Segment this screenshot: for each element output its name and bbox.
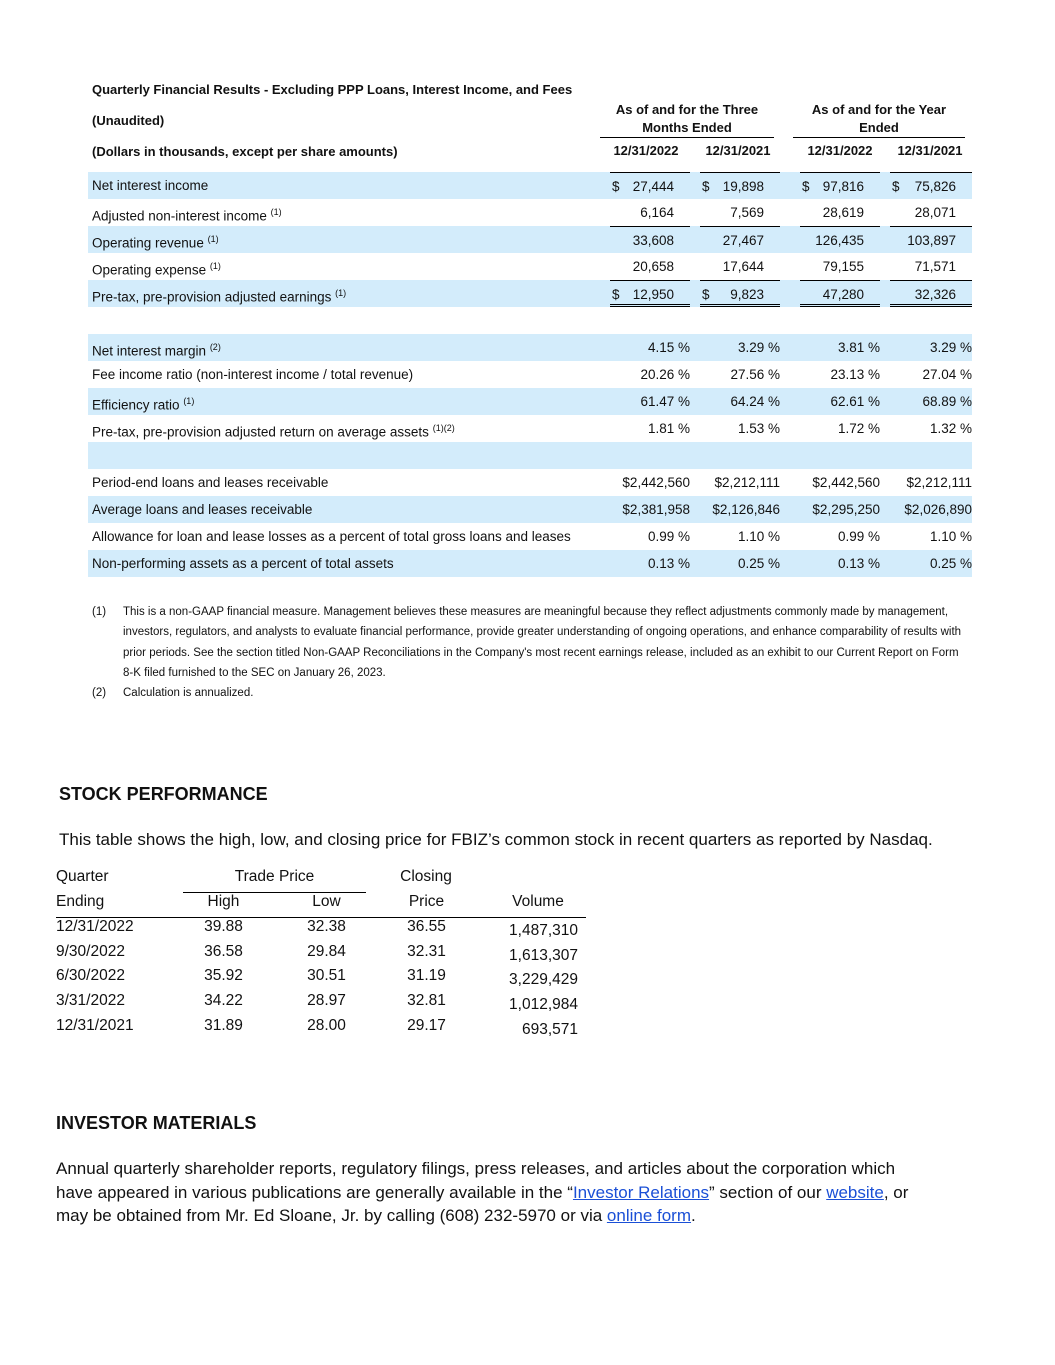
value: 7,569 — [730, 205, 764, 220]
dollar-sign: $ — [892, 179, 900, 194]
value: 23.13 % — [830, 367, 880, 382]
value: 1.10 % — [929, 529, 972, 544]
value: 0.13 % — [647, 556, 690, 571]
header-closing: Closing — [400, 868, 452, 885]
table-title: Quarterly Financial Results - Excluding PPP Loans, Interest Income, and Fees — [92, 82, 573, 97]
value: 4.15 % — [647, 340, 690, 355]
value-cell — [610, 172, 690, 199]
value: $2,212,111 — [906, 475, 972, 490]
value: 0.99 % — [837, 529, 880, 544]
value: 20,658 — [632, 259, 674, 274]
value-cell — [610, 388, 690, 415]
quarter-ending: 12/31/2021 — [56, 1016, 134, 1034]
value: 1.53 % — [737, 421, 780, 436]
volume: 1,012,984 — [509, 995, 578, 1013]
value-cell — [700, 469, 780, 496]
value: 71,571 — [914, 259, 956, 274]
value-cell — [800, 172, 880, 199]
text: , or may be obtained from Mr. Ed Sloane, Jr. by calling (608) 232-5970 or via — [56, 1182, 909, 1225]
value: 1.81 % — [647, 421, 690, 436]
online-form-link[interactable]: online form — [606, 1206, 692, 1225]
low: 30.51 — [307, 967, 346, 985]
value: 126,435 — [815, 233, 864, 248]
row-label — [92, 172, 208, 199]
row-label-text: Period-end loans and leases receivable — [92, 475, 329, 490]
investor-materials-heading: INVESTOR MATERIALS — [56, 1113, 257, 1133]
value-cell — [700, 334, 780, 361]
volume: 3,229,429 — [509, 971, 578, 989]
value-cell — [700, 253, 780, 280]
column-header: 12/31/2022 — [613, 143, 679, 158]
units-label: (Dollars in thousands, except per share amounts) — [92, 144, 398, 159]
dollar-sign: $ — [802, 179, 810, 194]
value-cell — [610, 469, 690, 496]
table-row — [88, 361, 972, 388]
table-row — [88, 469, 972, 496]
value: 97,816 — [822, 179, 864, 194]
value-cell — [890, 415, 972, 442]
value-cell — [610, 199, 690, 226]
table-row — [88, 280, 972, 307]
stock-row — [56, 918, 586, 943]
text: ” section of our — [709, 1182, 827, 1202]
value: $2,212,111 — [714, 475, 780, 490]
value-cell — [610, 280, 690, 307]
value-cell — [700, 415, 780, 442]
value: 3.29 % — [737, 340, 780, 355]
row-label-text: Net interest margin — [92, 343, 207, 359]
stock-table — [56, 868, 586, 1041]
value-cell — [800, 469, 880, 496]
value-cell — [700, 172, 780, 199]
financial-results-table — [88, 82, 972, 577]
value-cell — [800, 550, 880, 577]
table-row — [88, 253, 972, 280]
value-cell — [800, 388, 880, 415]
row-label-text: Non-performing assets as a percent of total assets — [92, 556, 394, 571]
quarter-ending: 9/30/2022 — [56, 942, 125, 960]
column-header: 12/31/2021 — [897, 143, 963, 158]
header-low: Low — [312, 892, 341, 910]
closing-price: 36.55 — [407, 918, 446, 936]
stock-intro: This table shows the high, low, and closing price for FBIZ’s common stock in recent quarters as reported by Nasdaq. — [59, 830, 933, 849]
value: 33,608 — [632, 233, 674, 248]
row-label-text: Operating expense — [92, 262, 207, 278]
value: 103,897 — [907, 233, 956, 248]
footnote — [92, 683, 962, 703]
high: 39.88 — [204, 918, 243, 936]
value-cell — [800, 361, 880, 388]
dollar-sign: $ — [702, 287, 710, 302]
value: $2,381,958 — [622, 502, 690, 517]
footnote-number: (2) — [92, 687, 107, 700]
high: 35.92 — [204, 967, 243, 985]
value-cell — [890, 334, 972, 361]
value: $2,295,250 — [812, 502, 880, 517]
dollar-sign: $ — [702, 179, 710, 194]
stock-row — [56, 943, 586, 968]
value: 68.89 % — [922, 394, 972, 409]
value-cell — [800, 226, 880, 253]
footnote-text: This is a non-GAAP financial measure. Management believes these measures are meaningful because they reflect adjustments commonly made by management, investors, regulators, and analysts to evaluate financial performance, provide greater understanding of ongoing operations, and enhance comparability of results with prior periods. See the section titled Non-GAAP Reconciliations in the Company's most recent earnings release, included as an exhibit to our Current Report on Form 8-K filed furnished to the SEC on January 26, 2023. — [123, 606, 962, 679]
header-price: Price — [408, 892, 445, 910]
value-cell — [610, 334, 690, 361]
stock-row — [56, 1017, 586, 1042]
closing-price: 31.19 — [407, 967, 446, 985]
value-cell — [700, 523, 780, 550]
value: 0.25 % — [737, 556, 780, 571]
high: 36.58 — [204, 942, 243, 960]
table-row — [88, 334, 972, 361]
value: 1.72 % — [837, 421, 880, 436]
table-row — [88, 550, 972, 577]
high: 34.22 — [204, 991, 243, 1009]
column-header: 12/31/2021 — [705, 143, 771, 158]
text: . — [691, 1206, 696, 1225]
value-cell — [700, 361, 780, 388]
table-row — [88, 172, 972, 199]
value-cell — [700, 226, 780, 253]
table-row — [88, 496, 972, 523]
value: 3.81 % — [837, 340, 880, 355]
value-cell — [800, 523, 880, 550]
value-cell — [610, 523, 690, 550]
quarter-ending: 6/30/2022 — [56, 967, 125, 985]
unaudited-label: (Unaudited) — [92, 113, 165, 128]
volume: 1,613,307 — [509, 946, 578, 964]
row-label — [92, 334, 221, 365]
value-cell — [700, 199, 780, 226]
value: 20.26 % — [640, 367, 690, 382]
row-label — [92, 199, 282, 230]
value-cell — [890, 361, 972, 388]
value-cell — [890, 388, 972, 415]
value: 0.25 % — [929, 556, 972, 571]
row-label-text: Efficiency ratio — [92, 397, 180, 413]
value: 1.32 % — [929, 421, 972, 436]
footnote-ref: (1) — [207, 234, 219, 244]
table-row — [88, 523, 972, 550]
value: 47,280 — [822, 287, 864, 302]
value: 28,071 — [914, 205, 956, 220]
value: 9,823 — [730, 287, 764, 302]
value-cell — [610, 226, 690, 253]
value: 27,444 — [632, 179, 674, 194]
table-row — [88, 415, 972, 442]
row-label-text: Pre-tax, pre-provision adjusted earnings — [92, 289, 332, 305]
low: 29.84 — [307, 942, 346, 960]
value-cell — [890, 253, 972, 280]
value: 28,619 — [822, 205, 864, 220]
value: 19,898 — [722, 179, 764, 194]
volume: 1,487,310 — [509, 922, 578, 940]
value-cell — [610, 415, 690, 442]
row-label — [92, 496, 312, 523]
row-label — [92, 253, 221, 284]
row-label — [92, 226, 219, 257]
footnotes — [92, 602, 962, 703]
row-label — [92, 388, 194, 419]
value-cell — [800, 415, 880, 442]
value: 27.56 % — [730, 367, 780, 382]
value-cell — [890, 172, 972, 199]
value-cell — [890, 550, 972, 577]
value: 12,950 — [632, 287, 674, 302]
row-label-text: Net interest income — [92, 178, 209, 193]
value-cell — [700, 388, 780, 415]
row-label-text: Adjusted non-interest income — [92, 208, 267, 224]
dollar-sign: $ — [612, 287, 620, 302]
value: $2,026,890 — [904, 502, 972, 517]
value: 17,644 — [722, 259, 764, 274]
value: 62.61 % — [830, 394, 880, 409]
row-label-text: Fee income ratio (non-interest income / total revenue) — [92, 367, 414, 382]
value: 3.29 % — [929, 340, 972, 355]
volume: 693,571 — [521, 1020, 578, 1038]
value-cell — [700, 496, 780, 523]
value-cell — [800, 496, 880, 523]
column-header: 12/31/2022 — [807, 143, 873, 158]
value: 0.99 % — [647, 529, 690, 544]
header-ending: Ending — [56, 892, 105, 910]
value-cell — [700, 550, 780, 577]
table-header — [88, 82, 972, 172]
value: 64.24 % — [730, 394, 780, 409]
value-cell — [610, 496, 690, 523]
header-volume: Volume — [512, 892, 564, 910]
value-cell — [890, 280, 972, 307]
value: $2,442,560 — [622, 475, 690, 490]
footnote — [92, 602, 962, 683]
closing-price: 32.31 — [407, 942, 446, 960]
value: 61.47 % — [640, 394, 690, 409]
low: 32.38 — [307, 918, 346, 936]
row-label-text: Average loans and leases receivable — [92, 502, 313, 517]
row-label — [92, 361, 413, 388]
table-row — [88, 199, 972, 226]
value-cell — [890, 496, 972, 523]
table-row — [88, 226, 972, 253]
investor-paragraph — [56, 1157, 936, 1228]
closing-price: 32.81 — [407, 991, 446, 1009]
value: 32,326 — [914, 287, 956, 302]
row-label-text: Pre-tax, pre-provision adjusted return on average assets — [92, 424, 429, 440]
table-row — [88, 388, 972, 415]
row-label — [92, 415, 455, 446]
low: 28.00 — [307, 1016, 346, 1034]
closing-price: 29.17 — [407, 1016, 446, 1034]
low: 28.97 — [307, 991, 346, 1009]
row-label-text: Allowance for loan and lease losses as a percent of total gross loans and leases — [92, 529, 571, 544]
footnote-ref: (1)(2) — [432, 423, 455, 433]
row-label — [92, 523, 571, 550]
stock-row — [56, 967, 586, 992]
table-row — [88, 442, 972, 469]
value-cell — [890, 226, 972, 253]
header-quarter: Quarter — [56, 868, 109, 885]
value: 27.04 % — [922, 367, 972, 382]
footnote-number: (1) — [92, 606, 107, 618]
row-label — [92, 550, 394, 577]
footnote-ref: (1) — [335, 288, 347, 298]
dollar-sign: $ — [612, 179, 620, 194]
value-cell — [610, 550, 690, 577]
investor-relations-link[interactable]: Investor Relations — [572, 1182, 710, 1202]
value: 0.13 % — [837, 556, 880, 571]
value-cell — [700, 280, 780, 307]
text: Annual quarterly shareholder reports, regulatory filings, press releases, and articles about the corporation which have appeared in various publications are generally available in the “ — [56, 1159, 896, 1202]
footnote-ref: (1) — [183, 396, 195, 406]
value: 27,467 — [722, 233, 764, 248]
website-link[interactable]: website — [826, 1182, 884, 1202]
value: $2,126,846 — [712, 502, 780, 517]
header-trade-price: Trade Price — [183, 868, 366, 893]
table-row — [88, 307, 972, 334]
footnote-ref: (1) — [270, 207, 282, 217]
value: 79,155 — [822, 259, 864, 274]
stock-row — [56, 992, 586, 1017]
group-year: As of and for the Year Ended — [793, 101, 965, 138]
footnote-ref: (1) — [209, 261, 221, 271]
header-high: High — [207, 892, 240, 910]
value-cell — [800, 280, 880, 307]
group-three-months: As of and for the Three Months Ended — [600, 101, 774, 138]
value: 6,164 — [640, 205, 674, 220]
row-label — [92, 280, 346, 311]
value: 1.10 % — [737, 529, 780, 544]
high: 31.89 — [204, 1016, 243, 1034]
value-cell — [800, 199, 880, 226]
value-cell — [800, 334, 880, 361]
value-cell — [890, 199, 972, 226]
value-cell — [800, 253, 880, 280]
quarter-ending: 3/31/2022 — [56, 991, 125, 1009]
value-cell — [890, 523, 972, 550]
table-body — [88, 172, 972, 577]
value-cell — [610, 361, 690, 388]
quarter-ending: 12/31/2022 — [56, 918, 134, 936]
value-cell — [610, 253, 690, 280]
value: $2,442,560 — [812, 475, 880, 490]
footnote-text: Calculation is annualized. — [123, 687, 254, 700]
row-label — [92, 469, 328, 496]
footnote-ref: (2) — [209, 342, 221, 352]
stock-performance-heading: STOCK PERFORMANCE — [59, 784, 268, 804]
value: 75,826 — [914, 179, 956, 194]
value-cell — [890, 469, 972, 496]
row-label-text: Operating revenue — [92, 235, 204, 251]
